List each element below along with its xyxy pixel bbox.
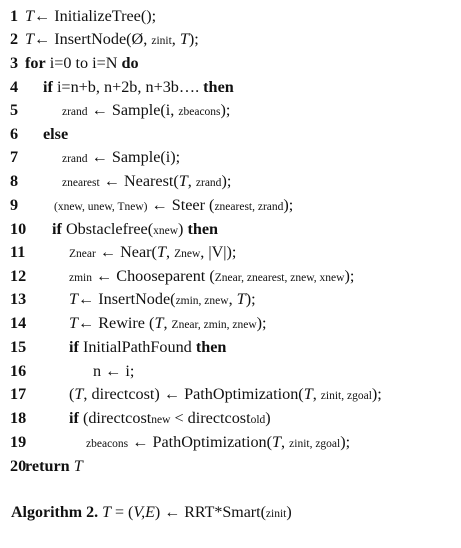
line-number: 9 — [10, 196, 19, 214]
code-token: for — [25, 54, 46, 72]
code-token: , |V|); — [200, 243, 237, 261]
code-token: old — [250, 414, 266, 426]
line-number: 1 — [10, 7, 19, 25]
code-token: Obstaclefree( — [61, 220, 154, 238]
code-token: zinit, zgoal — [320, 390, 372, 402]
code-token: zinit — [151, 35, 172, 47]
code-token: do — [121, 54, 139, 72]
code-token: ) — [178, 220, 188, 238]
code-token: T — [69, 290, 79, 308]
code-token: Znear, znearest, znew, xnew — [214, 272, 345, 284]
algorithm-line-14 — [0, 311, 461, 335]
code-token: return — [25, 457, 70, 475]
algorithm-line-7 — [0, 145, 461, 169]
caption-token: V,E — [133, 504, 155, 521]
code-token: ); — [256, 314, 267, 332]
line-number: 16 — [10, 362, 27, 380]
line-code — [62, 145, 180, 171]
code-token: T — [272, 433, 282, 451]
line-number: 18 — [10, 409, 27, 427]
line-code — [43, 122, 68, 146]
algorithm-line-18 — [0, 406, 461, 430]
algorithm-caption — [11, 504, 292, 522]
line-code — [62, 169, 231, 195]
line-number: 11 — [10, 243, 26, 261]
code-token: InitialPathFound — [78, 338, 196, 356]
code-token: zmin, znew — [175, 295, 229, 307]
code-token: ← Steer ( — [147, 196, 215, 214]
algorithm-line-11 — [0, 240, 461, 264]
code-token: T — [178, 172, 188, 190]
line-number: 19 — [10, 433, 27, 451]
code-token: (directcost — [78, 409, 152, 427]
code-token: zrand — [195, 177, 222, 189]
code-token: zrand — [62, 106, 88, 118]
code-token: ); — [220, 101, 231, 119]
code-token: T — [74, 385, 84, 403]
code-token: , — [187, 172, 196, 190]
code-token: T — [179, 30, 189, 48]
code-token: if — [43, 78, 53, 96]
code-token: ( — [69, 385, 75, 403]
algorithm-line-3 — [0, 51, 461, 75]
code-token: T — [73, 457, 83, 475]
algorithm-line-5 — [0, 98, 461, 122]
line-code — [25, 454, 83, 478]
code-token: if — [52, 220, 62, 238]
line-number: 13 — [10, 290, 27, 308]
code-token: , — [171, 30, 180, 48]
line-number: 20 — [10, 457, 27, 475]
code-token: ); — [283, 196, 294, 214]
code-token: new — [151, 414, 171, 426]
code-token: ← Nearest( — [99, 172, 179, 190]
line-number: 14 — [10, 314, 27, 332]
code-token: zrand — [62, 153, 88, 165]
line-number: 3 — [10, 54, 19, 72]
algorithm-line-16 — [0, 359, 461, 383]
caption-label: Algorithm 2. — [11, 504, 99, 521]
code-token: ) — [265, 409, 271, 427]
code-token: then — [203, 78, 234, 96]
line-code — [69, 311, 267, 337]
line-number: 7 — [10, 148, 19, 166]
code-token: ); — [340, 433, 351, 451]
code-token: T — [236, 290, 246, 308]
code-token: i=0 to i=N — [45, 54, 122, 72]
code-token: , — [165, 243, 175, 261]
code-token: , — [281, 433, 290, 451]
code-token: if — [69, 338, 79, 356]
line-code — [69, 382, 382, 408]
code-token: ); — [221, 172, 232, 190]
code-token: znearest, zrand — [214, 201, 284, 213]
algorithm-line-8 — [0, 169, 461, 193]
algorithm-line-1 — [0, 4, 461, 28]
code-token: ← Chooseparent ( — [92, 267, 215, 285]
line-code — [69, 335, 226, 359]
code-token: ← Sample(i, — [87, 101, 179, 119]
caption-token: ) — [286, 504, 292, 521]
code-token: znearest — [62, 177, 100, 189]
caption-token: T — [102, 504, 112, 521]
caption-token: = ( — [111, 504, 134, 521]
code-token: Znear — [69, 248, 96, 260]
line-number: 15 — [10, 338, 27, 356]
code-token: < directcost — [170, 409, 251, 427]
code-token: n ← i; — [93, 362, 135, 380]
line-number: 2 — [10, 30, 19, 48]
code-token: ); — [245, 290, 256, 308]
algorithm-line-12 — [0, 264, 461, 288]
code-token: T — [69, 314, 79, 332]
caption-token: ) ← RRT*Smart( — [154, 504, 266, 521]
code-token: T — [25, 7, 35, 25]
code-token: , — [228, 290, 237, 308]
code-token: then — [187, 220, 219, 238]
line-code — [86, 430, 350, 456]
code-token: ← InitializeTree(); — [34, 7, 157, 25]
line-number: 6 — [10, 125, 19, 143]
code-token: , directcost) ← PathOptimization( — [83, 385, 304, 403]
line-number: 12 — [10, 267, 27, 285]
algorithm-line-6 — [0, 122, 461, 146]
line-number: 4 — [10, 78, 19, 96]
code-token: xnew — [153, 225, 179, 237]
line-code — [54, 193, 293, 219]
line-code — [69, 406, 271, 432]
line-number: 17 — [10, 385, 27, 403]
code-token: ← Near( — [95, 243, 157, 261]
code-token: ← Sample(i); — [87, 148, 181, 166]
algorithm-line-13 — [0, 287, 461, 311]
code-token: zmin — [69, 272, 92, 284]
line-code — [43, 75, 234, 99]
line-code — [25, 27, 199, 53]
algorithm-line-2 — [0, 27, 461, 51]
algorithm-line-15 — [0, 335, 461, 359]
code-token: ← Rewire ( — [78, 314, 155, 332]
code-token: ); — [371, 385, 382, 403]
code-token: Znew — [174, 248, 201, 260]
code-token: ); — [188, 30, 199, 48]
algorithm-line-17 — [0, 382, 461, 406]
code-token: (xnew, unew, Tnew) — [54, 201, 148, 213]
code-token: , — [163, 314, 172, 332]
code-token: T — [303, 385, 313, 403]
code-token: i=n+b, n+2b, n+3b…. — [52, 78, 204, 96]
code-token: zbeacons — [178, 106, 221, 118]
algorithm-line-9 — [0, 193, 461, 217]
algorithm-line-20 — [0, 454, 461, 478]
code-token: zinit, zgoal — [289, 438, 341, 450]
line-number: 10 — [10, 220, 27, 238]
line-code — [69, 240, 236, 266]
line-code — [69, 287, 256, 313]
line-number: 8 — [10, 172, 19, 190]
code-token: T — [25, 30, 35, 48]
line-code — [25, 51, 139, 75]
algorithm-line-19 — [0, 430, 461, 454]
code-token: T — [154, 314, 164, 332]
line-code — [25, 4, 156, 28]
code-token: then — [195, 338, 227, 356]
caption-token: zinit — [265, 508, 287, 520]
line-code — [93, 359, 134, 383]
code-token: ← PathOptimization( — [128, 433, 273, 451]
code-token: ); — [344, 267, 355, 285]
code-token: ← InsertNode( — [78, 290, 176, 308]
code-token: ← InsertNode(Ø, — [34, 30, 152, 48]
algorithm-line-4 — [0, 75, 461, 99]
code-token: Znear, zmin, znew — [171, 319, 257, 331]
code-token: if — [69, 409, 79, 427]
algorithm-line-10 — [0, 217, 461, 241]
line-number: 5 — [10, 101, 19, 119]
line-code — [62, 98, 230, 124]
code-token: zbeacons — [86, 438, 129, 450]
code-token: else — [43, 125, 69, 143]
code-token: T — [156, 243, 166, 261]
code-token: , — [312, 385, 321, 403]
